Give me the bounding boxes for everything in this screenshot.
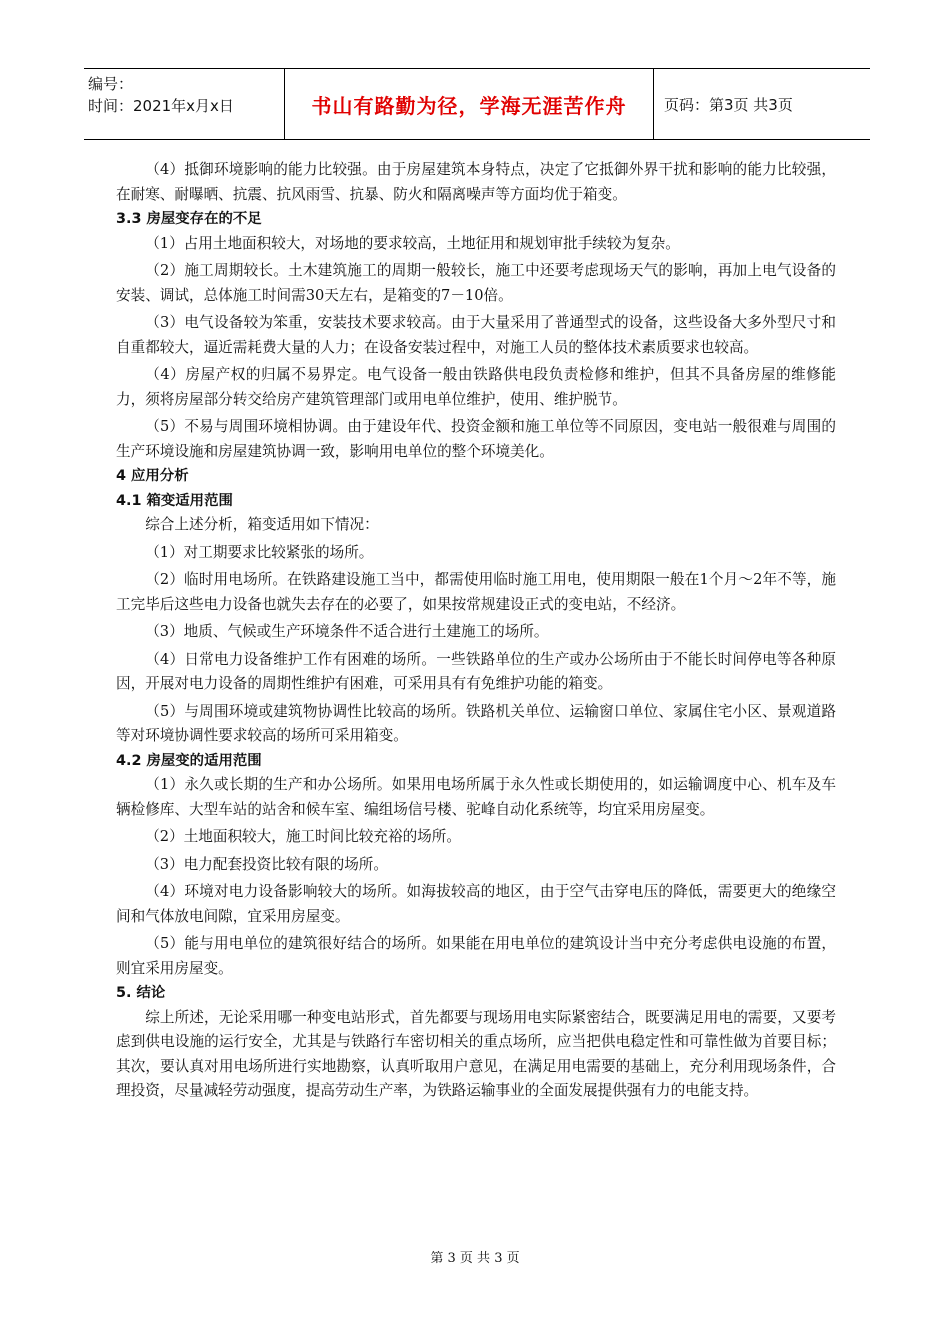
section-heading: 4.1 箱变适用范围 xyxy=(116,492,233,509)
body-paragraph: （5）能与用电单位的建筑很好结合的场所。如果能在用电单位的建筑设计当中充分考虑供电设施的布置，则宜采用房屋变。 xyxy=(116,935,836,977)
body-paragraph: （3）电气设备较为笨重，安装技术要求较高。由于大量采用了普通型式的设备，这些设备大多外型尺寸和自重都较大，逼近需耗费大量的人力；在设备安装过程中，对施工人员的整体技术素质要求也较高。 xyxy=(116,314,836,356)
body-paragraph: （4）环境对电力设备影响较大的场所。如海拔较高的地区，由于空气击穿电压的降低，需要更大的绝缘空间和气体放电间隙，宜采用房屋变。 xyxy=(116,883,836,925)
body-paragraph: 综合上述分析，箱变适用如下情况： xyxy=(145,516,379,533)
document-body xyxy=(116,158,836,1104)
body-paragraph: （3）地质、气候或生产环境条件不适合进行土建施工的场所。 xyxy=(145,623,549,640)
body-paragraph: （1）对工期要求比较紧张的场所。 xyxy=(145,543,374,561)
header-page-label: 页码：第3页 共3页 xyxy=(664,95,793,114)
page-footer xyxy=(0,1247,950,1266)
section-heading: 5. 结论 xyxy=(116,985,166,1001)
section-heading: 3.3 房屋变存在的不足 xyxy=(116,211,262,227)
header-motto-cell xyxy=(284,69,654,139)
body-paragraph: （5）与周围环境或建筑物协调性比较高的场所。铁路机关单位、运输窗口单位、家属住宅小区、景观道路等对环境协调性要求较高的场所可采用箱变。 xyxy=(116,702,836,744)
header-page-cell xyxy=(654,69,870,139)
body-paragraph: 综上所述，无论采用哪一种变电站形式，首先都要与现场用电实际紧密结合，既要满足用电的需要，又要考虑到供电设施的运行安全，尤其是与铁路行车密切相关的重点场所，应当把供电稳定性和可靠性做为首要目标；其次，要认真对用电场所进行实地勘察，认真听取用户意见，在满足用电需要的基础上，充分利用现场条件，合理投资，尽量减轻劳动强度，提高劳动生产率，为铁路运输事业的全面发展提供强有力的电能支持。 xyxy=(116,1008,836,1099)
body-paragraph: （5）不易与周围环境相协调。由于建设年代、投资金额和施工单位等不同原因，变电站一般很难与周围的生产环境设施和房屋建筑协调一致，影响用电单位的整个环境美化。 xyxy=(116,418,836,460)
body-paragraph: （4）日常电力设备维护工作有困难的场所。一些铁路单位的生产或办公场所由于不能长时间停电等各种原因，开展对电力设备的周期性维护有困难，可采用具有有免维护功能的箱变。 xyxy=(116,650,836,692)
doc-number-label: 编号： xyxy=(88,75,134,93)
body-paragraph: （4）抵御环境影响的能力比较强。由于房屋建筑本身特点，决定了它抵御外界干扰和影响的能力比较强，在耐寒、耐曝晒、抗震、抗风雨雪、抗暴、防火和隔离噪声等方面均优于箱变。 xyxy=(116,161,836,203)
body-paragraph: （1）占用土地面积较大，对场地的要求较高，土地征用和规划审批手续较为复杂。 xyxy=(145,234,680,252)
header-motto: 书山有路勤为径，学海无涯苦作舟 xyxy=(311,93,627,118)
page-header xyxy=(84,68,870,140)
body-paragraph: （4）房屋产权的归属不易界定。电气设备一般由铁路供电段负责检修和维护，但其不具备房屋的维修能力，须将房屋部分转交给房产建筑管理部门或用电单位维护，使用、维护脱节。 xyxy=(116,366,836,408)
section-heading: 4.2 房屋变的适用范围 xyxy=(116,752,262,769)
header-meta xyxy=(84,69,284,139)
body-paragraph: （2）施工周期较长。土木建筑施工的周期一般较长，施工中还要考虑现场天气的影响，再加上电气设备的安装、调试，总体施工时间需30天左右，是箱变的7－10倍。 xyxy=(116,262,836,304)
body-paragraph: （2）临时用电场所。在铁路建设施工当中，都需使用临时施工用电，使用期限一般在1个月～2年不等，施工完毕后这些电力设备也就失去存在的必要了，如果按常规建设正式的变电站，不经济。 xyxy=(116,571,836,613)
section-heading: 4 应用分析 xyxy=(116,468,189,484)
body-paragraph: （1）永久或长期的生产和办公场所。如果用电场所属于永久性或长期使用的，如运输调度中心、机车及车辆检修库、大型车站的站舍和候车室、编组场信号楼、驼峰自动化系统等，均宜采用房屋变。 xyxy=(116,776,836,818)
body-paragraph: （2）土地面积较大，施工时间比较充裕的场所。 xyxy=(145,828,461,845)
footer-page-number: 第 3 页 共 3 页 xyxy=(430,1251,520,1266)
body-paragraph: （3）电力配套投资比较有限的场所。 xyxy=(145,855,388,873)
date-label: 时间：2021年x月x日 xyxy=(88,97,234,115)
